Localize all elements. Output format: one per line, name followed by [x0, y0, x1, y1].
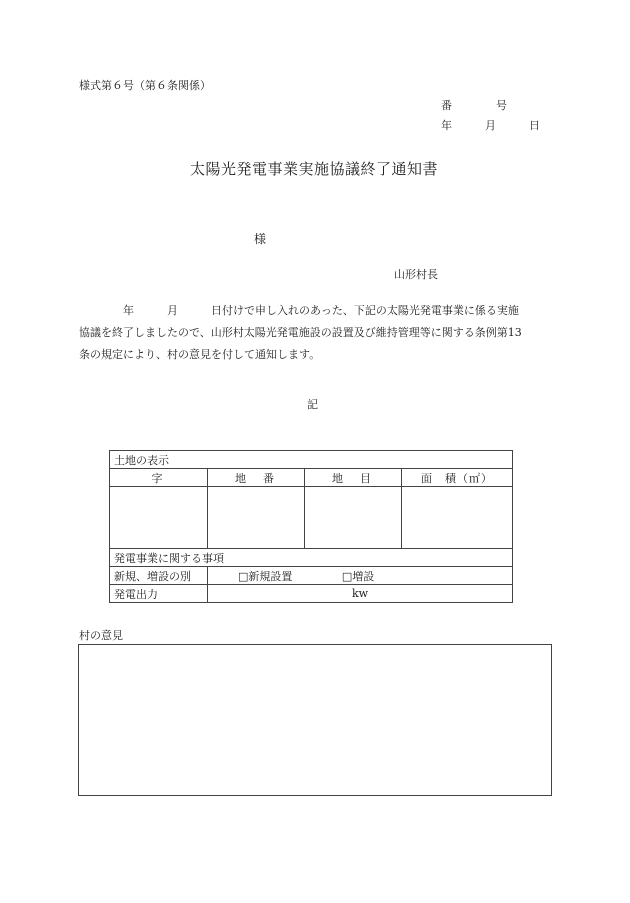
form-number: 様式第６号（第６条関係） — [79, 79, 211, 92]
column-header-chimoku: 地 目 — [305, 469, 402, 487]
land-section-label: 土地の表示 — [110, 451, 513, 469]
column-header-aza: 字 — [110, 469, 208, 487]
addressee-suffix: 様 — [254, 232, 267, 246]
chiban-cell[interactable] — [208, 487, 305, 549]
body-paragraph — [79, 300, 549, 366]
opinion-label: 村の意見 — [79, 629, 123, 642]
output-unit: kw — [351, 587, 369, 600]
opinion-box[interactable] — [78, 644, 552, 796]
output-value-cell[interactable] — [208, 585, 513, 603]
new-extension-options — [208, 567, 513, 585]
document-title: 太陽光発電事業実施協議終了通知書 — [190, 160, 439, 178]
aza-cell[interactable] — [110, 487, 208, 549]
new-extension-label: 新規、増設の別 — [110, 567, 208, 585]
area-cell[interactable] — [402, 487, 513, 549]
issuer-name: 山形村長 — [394, 268, 438, 281]
land-details-table — [109, 450, 513, 603]
body-line-1: 年 月 日付けで申し入れのあった、下記の太陽光発電事業に係る実施 — [79, 304, 519, 317]
document-date-line: 年 月 日 — [441, 119, 540, 132]
ki-heading: 記 — [307, 398, 318, 411]
output-label: 発電出力 — [110, 585, 208, 603]
business-section-label: 発電事業に関する事項 — [110, 549, 513, 567]
option-new-checkbox[interactable]: □新規設置 — [238, 569, 293, 583]
body-line-3: 条の規定により、村の意見を付して通知します。 — [79, 348, 321, 361]
column-header-chiban: 地 番 — [208, 469, 305, 487]
document-number-line: 番 号 — [441, 99, 507, 112]
chimoku-cell[interactable] — [305, 487, 402, 549]
body-line-2: 協議を終了しましたので、山形村太陽光発電施設の設置及び維持管理等に関する条例第13 — [79, 326, 522, 339]
option-extension-checkbox[interactable]: □増設 — [341, 569, 375, 583]
column-header-area: 面 積（㎡） — [402, 469, 513, 487]
